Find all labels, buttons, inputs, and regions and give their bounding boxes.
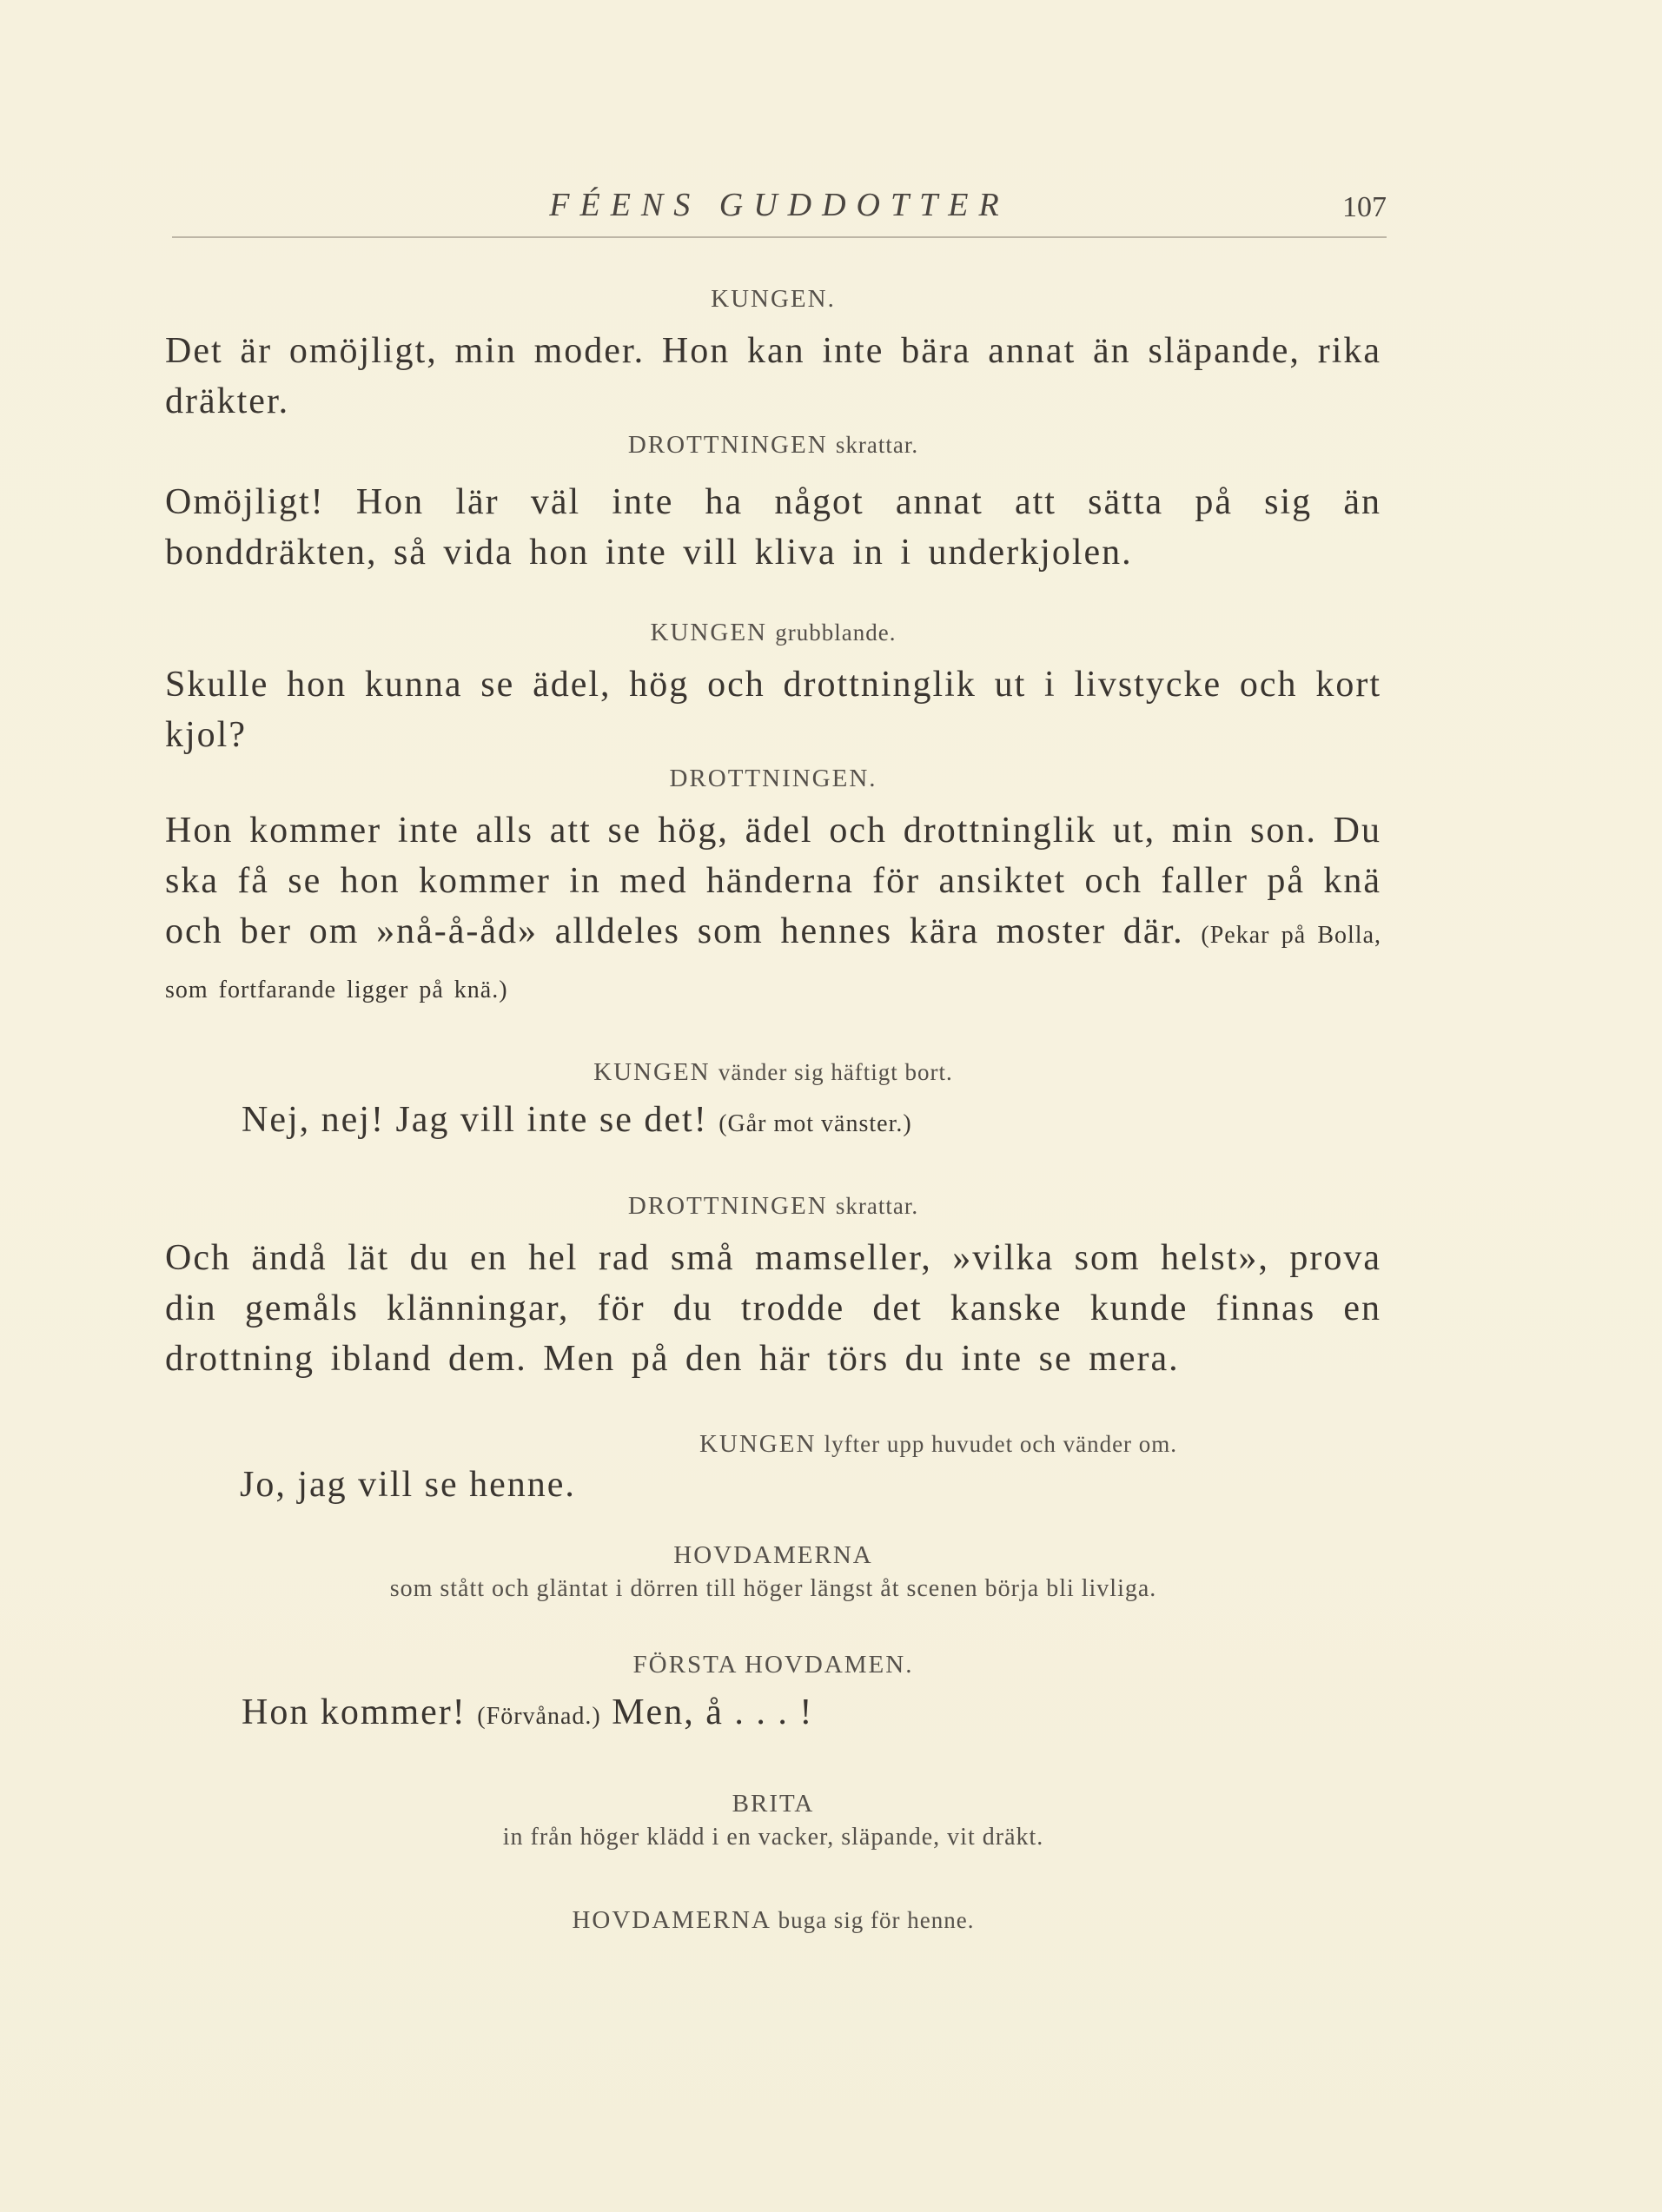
stage-direction: (Pekar på Bolla, som fortfarande ligger på knä.) [165, 922, 1382, 1003]
page-header [172, 186, 1387, 238]
speaker-name: KUNGEN [593, 1058, 711, 1086]
dialogue-block-9 [165, 1651, 1381, 1733]
speaker-heading [165, 1651, 1381, 1679]
stage-direction: vänder sig häftigt bort. [718, 1059, 953, 1085]
dialogue-block-6 [165, 1192, 1381, 1384]
speaker-name: DROTTNINGEN [627, 1192, 828, 1220]
speaker-heading [165, 619, 1381, 647]
speaker-name: KUNGEN [699, 1430, 817, 1458]
speaker-heading [165, 285, 1381, 314]
dialogue-block-3 [165, 619, 1381, 760]
stage-direction: (Går mot vänster.) [718, 1110, 912, 1137]
speaker-heading [165, 1192, 1381, 1221]
dialogue-block-11 [165, 1906, 1381, 1935]
dialogue-block-8 [165, 1541, 1381, 1603]
speaker-heading [165, 1906, 1381, 1935]
stage-direction-line: in från höger klädd i en vacker, släpande, vit dräkt. [502, 1824, 1044, 1851]
dialogue-block-7 [165, 1430, 1381, 1506]
speech-text: Jo, jag vill se henne. [240, 1465, 576, 1505]
speaker-name: KUNGEN. [711, 285, 836, 313]
speech-text: Det är omöjligt, min moder. Hon kan inte bära annat än släpande, rika dräkter. [165, 331, 1381, 421]
dialogue-block-2 [165, 431, 1381, 578]
speech-words: Men, å . . . ! [612, 1692, 814, 1732]
stage-direction: grubblande. [775, 619, 897, 646]
speaker-heading [165, 1430, 1381, 1459]
speaker-heading [165, 1790, 1381, 1818]
speaker-heading [165, 431, 1381, 460]
speaker-name: HOVDAMERNA [673, 1541, 873, 1569]
stage-direction: skrattar. [835, 1193, 919, 1219]
running-title: FÉENS GUDDOTTER [549, 187, 1010, 223]
stage-direction: buga sig för henne. [778, 1907, 975, 1933]
dialogue-block-1 [165, 285, 1381, 427]
stage-direction: skrattar. [835, 432, 919, 458]
dialogue-block-4 [165, 765, 1381, 1016]
speaker-name: FÖRSTA HOVDAMEN. [632, 1651, 914, 1679]
stage-direction: (Förvånad.) [477, 1703, 601, 1730]
dialogue-block-10 [165, 1790, 1381, 1851]
speech-text: Och ändå lät du en hel rad små mamseller, »vilka som helst», prova din gemåls klänningar, för du trodde det kanske kunde finnas en drottning ibland dem. Men på den här törs du inte se mera. [165, 1238, 1381, 1379]
stage-direction: lyfter upp huvudet och vänder om. [824, 1431, 1178, 1457]
dialogue-block-5 [165, 1058, 1381, 1141]
speaker-name: HOVDAMERNA [572, 1906, 771, 1934]
speech-words: Nej, nej! Jag vill inte se det! [242, 1100, 708, 1140]
speech-text: Skulle hon kunna se ädel, hög och drottninglik ut i livstycke och kort kjol? [165, 665, 1381, 755]
speech-text [165, 1099, 1381, 1141]
stage-direction-line: som stått och gläntat i dörren till höger längst åt scenen börja bli livliga. [389, 1575, 1157, 1602]
speaker-name: DROTTNINGEN [627, 431, 828, 459]
speech-text [165, 1692, 1381, 1733]
page-number: 107 [1342, 191, 1387, 223]
header-rule [172, 236, 1387, 238]
speaker-name: BRITA [732, 1790, 815, 1818]
speaker-heading [165, 765, 1381, 793]
speaker-name: KUNGEN [650, 619, 767, 646]
speech-words: Hon kommer inte alls att se hög, ädel och drottninglik ut, min son. Du ska få se hon kommer in med händerna för ansiktet och faller på knä och ber om »nå-å-åd» alldeles som hennes kära moster där. [165, 811, 1381, 951]
speaker-heading [165, 1058, 1381, 1087]
speaker-name: DROTTNINGEN. [669, 765, 877, 792]
speaker-heading [165, 1541, 1381, 1570]
speech-words: Hon kommer! [242, 1692, 467, 1732]
speech-text: Omöjligt! Hon lär väl inte ha något annat att sätta på sig än bonddräkten, så vida hon inte vill kliva in i underkjolen. [165, 482, 1381, 573]
speech-text [165, 805, 1381, 1016]
